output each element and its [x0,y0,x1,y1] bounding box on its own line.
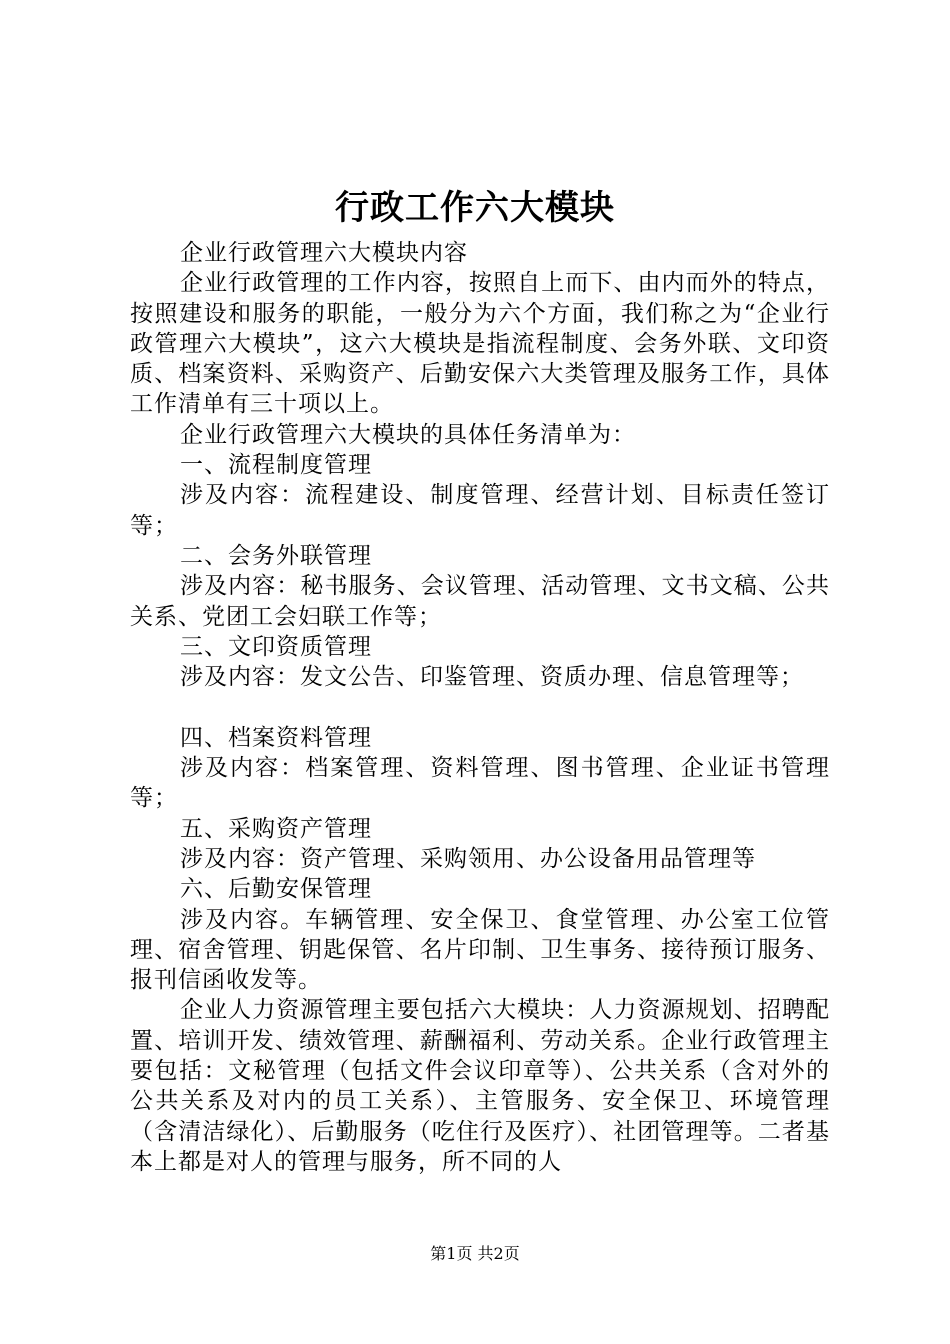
section-heading-1: 一、流程制度管理 [180,452,372,479]
section-heading-6: 六、后勤安保管理 [180,876,372,903]
blank-line [130,692,830,722]
paragraph-hr-comparison: 企业人力资源管理主要包括六大模块：人力资源规划、招聘配置、培训开发、绩效管理、薪酬福利、劳动关系。企业行政管理主要包括：文秘管理（包括文件会议印章等）、公共关系（含对外的公共关系及对内的员工关系）、主管服务、安全保卫、环境管理（含清洁绿化）、后勤服务（吃住行及医疗）、社团管理等。二者基本上都是对人的管理与服务，所不同的人 [130,997,830,1175]
section-content-1: 涉及内容：流程建设、制度管理、经营计划、目标责任签订等； [130,482,830,539]
page-footer: 第1页 共2页 [430,1244,520,1263]
section-heading-4: 四、档案资料管理 [180,724,372,751]
section-heading-2: 二、会务外联管理 [180,542,372,569]
paragraph-intro: 企业行政管理的工作内容，按照自上而下、由内而外的特点，按照建设和服务的职能，一般分为六个方面，我们称之为“企业行政管理六大模块”，这六大模块是指流程制度、会务外联、文印资质、档案资料、采购资产、后勤安保六大类管理及服务工作，具体工作清单有三十项以上。 [130,270,830,418]
paragraph-task-list-lead: 企业行政管理六大模块的具体任务清单为： [180,421,636,448]
section-heading-5: 五、采购资产管理 [180,815,372,842]
section-content-3: 涉及内容：发文公告、印鉴管理、资质办理、信息管理等； [180,664,804,691]
document-body [130,238,830,1177]
section-content-4: 涉及内容：档案管理、资料管理、图书管理、企业证书管理等； [130,755,830,812]
section-content-5: 涉及内容：资产管理、采购领用、办公设备用品管理等 [180,845,756,872]
section-heading-3: 三、文印资质管理 [180,633,372,660]
paragraph-intro-heading: 企业行政管理六大模块内容 [180,240,468,266]
section-content-6: 涉及内容。车辆管理、安全保卫、食堂管理、办公室工位管理、宿舍管理、钥匙保管、名片印制、卫生事务、接待预订服务、报刊信函收发等。 [130,906,830,994]
document-title: 行政工作六大模块 [335,188,615,228]
section-content-2: 涉及内容：秘书服务、会议管理、活动管理、文书文稿、公共关系、党团工会妇联工作等； [130,573,830,630]
